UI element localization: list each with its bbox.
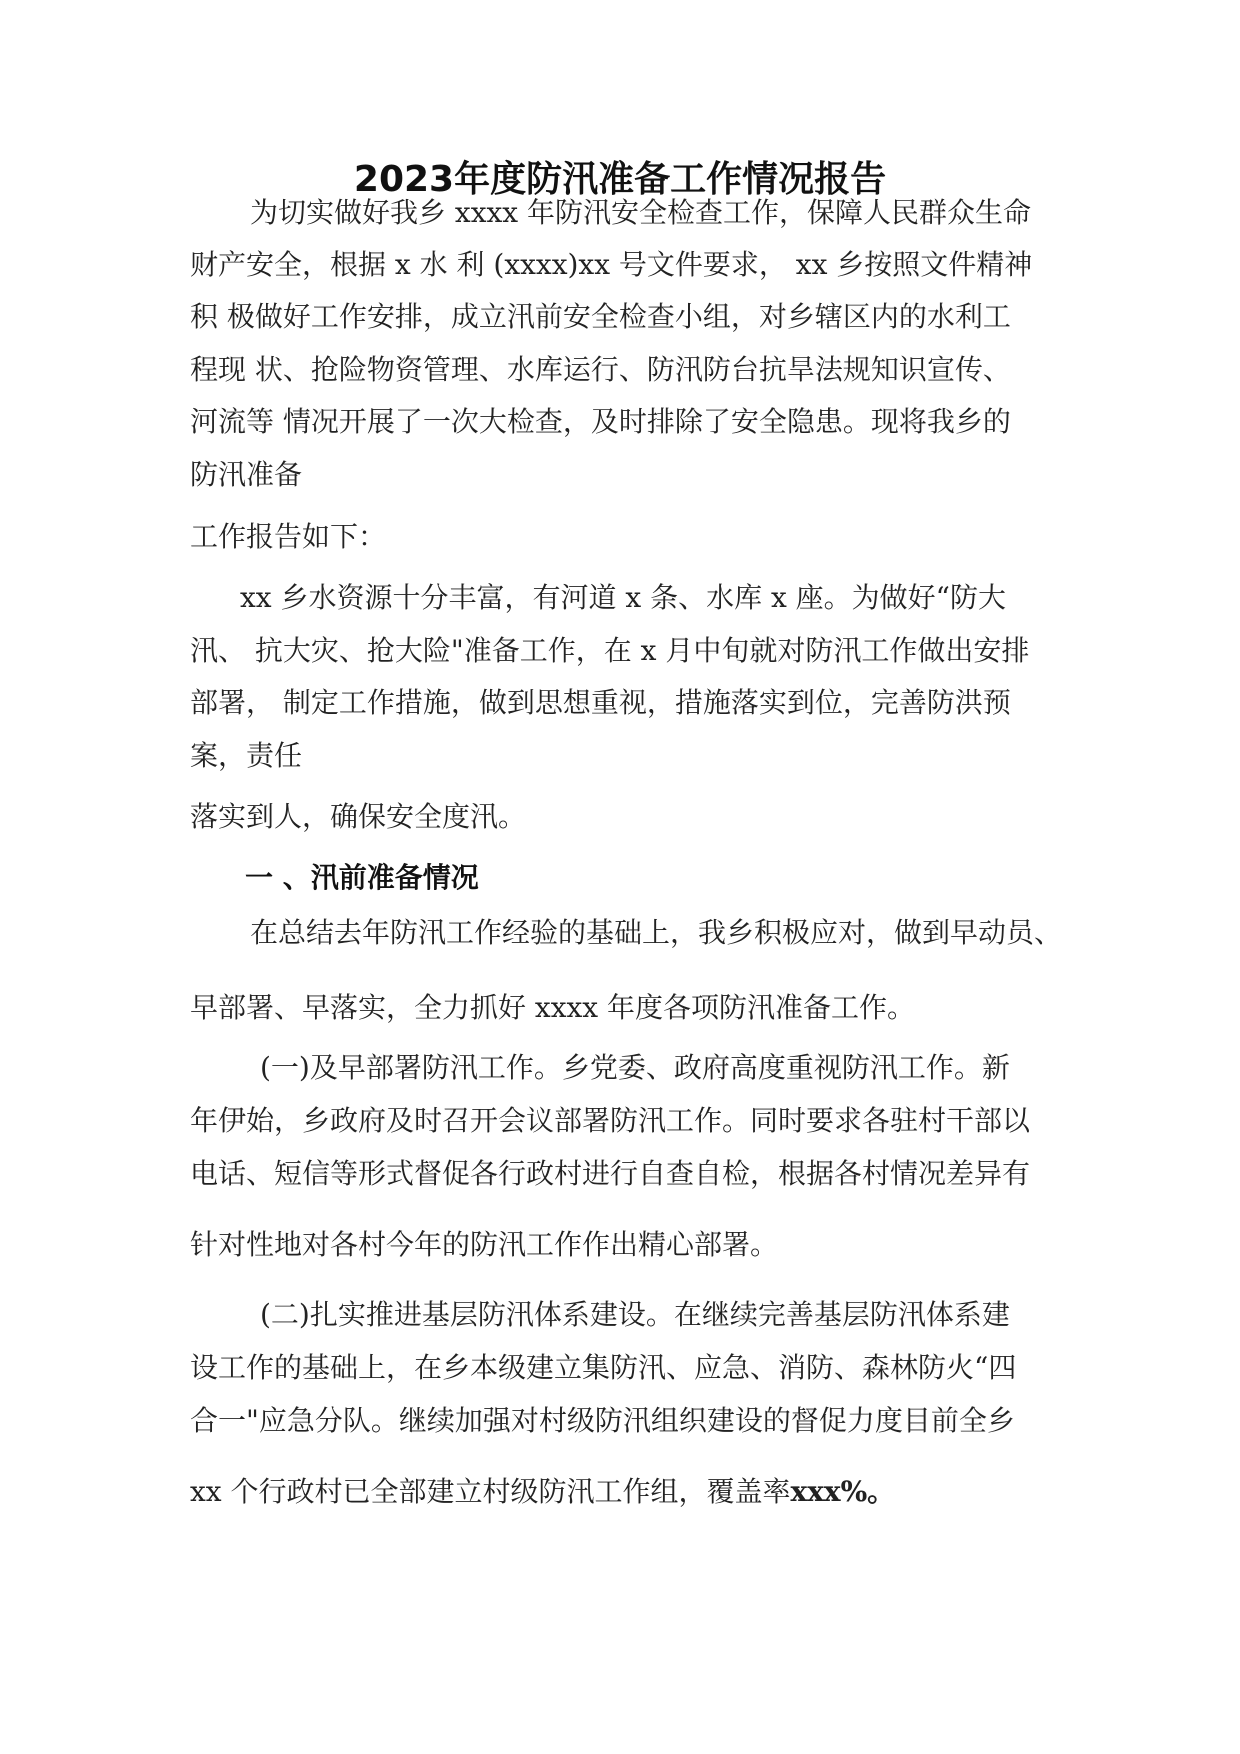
paragraph-line: 财产安全，根据 x 水 利 (xxxx)xx 号文件要求， xx 乡按照文件精神 — [190, 248, 1033, 281]
paragraph-line: 工作报告如下： — [190, 520, 387, 553]
paragraph-line: 为切实做好我乡 xxxx 年防汛安全检查工作，保障人民群众生命 — [250, 196, 1031, 229]
paragraph-line: (二)扎实推进基层防汛体系建设。在继续完善基层防汛体系建 — [260, 1298, 1010, 1331]
paragraph-line: 设工作的基础上，在乡本级建立集防汛、应急、消防、森林防火“四 — [190, 1351, 1017, 1384]
paragraph-line: 部署， 制定工作措施，做到思想重视，措施落实到位，完善防洪预 — [190, 686, 1011, 719]
paragraph-line: 程现 状、抢险物资管理、水库运行、防汛防台抗旱法规知识宣传、 — [190, 353, 1011, 386]
paragraph-line-text: xx 个行政村已全部建立村级防汛工作组，覆盖率 — [190, 1475, 791, 1508]
paragraph-line: (一)及早部署防汛工作。乡党委、政府高度重视防汛工作。新 — [260, 1051, 1010, 1084]
paragraph-line: 合一"应急分队。继续加强对村级防汛组织建设的督促力度目前全乡 — [190, 1404, 1015, 1437]
paragraph-line: 在总结去年防汛工作经验的基础上，我乡积极应对，做到早动员、 — [250, 916, 1063, 949]
coverage-value: xxx%。 — [790, 1475, 896, 1508]
paragraph-line: xx 乡水资源十分丰富，有河道 x 条、水库 x 座。为做好“防大 — [240, 581, 1006, 614]
paragraph-line: 年伊始，乡政府及时召开会议部署防汛工作。同时要求各驻村干部以 — [190, 1104, 1031, 1137]
paragraph-line: 防汛准备 — [190, 458, 303, 491]
section-heading: 一 、汛前准备情况 — [245, 861, 479, 894]
document-title: 2023年度防汛准备工作情况报告 — [353, 159, 887, 200]
paragraph-line: 电话、短信等形式督促各行政村进行自查自检，根据各村情况差异有 — [190, 1157, 1031, 1190]
paragraph-line: 案，责任 — [190, 739, 303, 772]
paragraph-line: 针对性地对各村今年的防汛工作作出精心部署。 — [190, 1228, 779, 1261]
paragraph-line: 河流等 情况开展了一次大检查，及时排除了安全隐患。现将我乡的 — [190, 405, 1011, 438]
paragraph-line: 汛、 抗大灾、抢大险"准备工作，在 x 月中旬就对防汛工作做出安排 — [190, 634, 1030, 667]
paragraph-line — [190, 1472, 895, 1512]
paragraph-line: 早部署、早落实，全力抓好 xxxx 年度各项防汛准备工作。 — [190, 991, 915, 1024]
paragraph-line: 积 极做好工作安排，成立汛前安全检查小组，对乡辖区内的水利工 — [190, 300, 1011, 333]
paragraph-line: 落实到人，确保安全度汛。 — [190, 800, 527, 833]
